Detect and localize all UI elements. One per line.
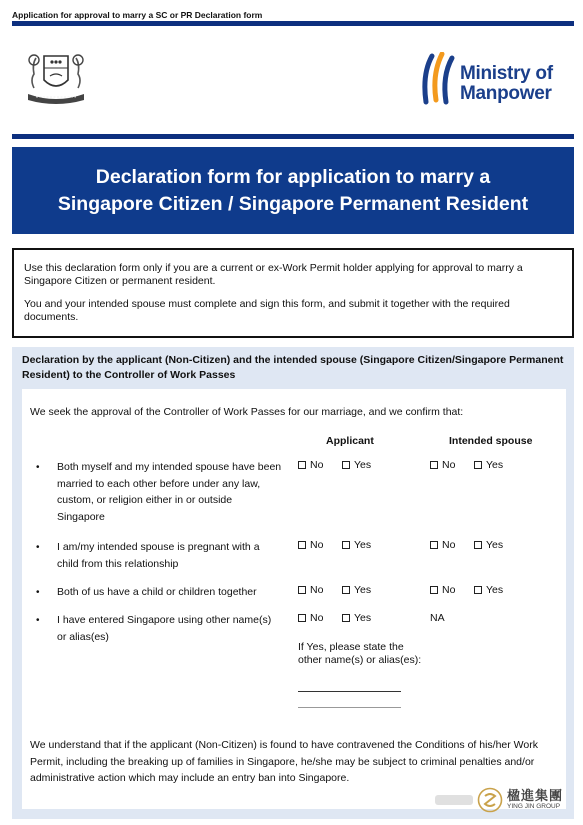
checkbox-icon <box>298 461 306 469</box>
q1-spouse-no-checkbox[interactable] <box>430 459 455 471</box>
declaration-closing-text: We understand that if the applicant (Non-Citizen) is found to have contravened the Conditions of his/her Work Permit, including the breaking up of families in Singapore, he/she may be subject to criminal penalties and/or administrative action which may include an entry ban into Singapore. <box>30 739 538 784</box>
watermark <box>435 781 575 819</box>
q3-spouse-no-checkbox[interactable] <box>430 584 455 596</box>
q3-spouse-yes-checkbox[interactable] <box>474 584 503 596</box>
checkbox-icon <box>342 586 350 594</box>
declaration-body <box>22 389 566 809</box>
declaration-heading: Declaration by the applicant (Non-Citizen) and the intended spouse (Singapore Citizen/Singapore Permanent Resident) to the Controller of Work Passes <box>22 354 564 381</box>
declaration-section <box>12 347 574 819</box>
checkbox-icon <box>430 461 438 469</box>
option-label: Yes <box>354 612 372 624</box>
checkbox-icon <box>342 614 350 622</box>
checkbox-icon <box>474 461 482 469</box>
checkbox-icon <box>342 541 350 549</box>
option-label: Yes <box>486 539 504 551</box>
mom-logo <box>420 50 570 110</box>
column-header-spouse: Intended spouse <box>449 435 533 447</box>
q1-applicant-no-checkbox[interactable] <box>298 459 323 471</box>
form-title-line1: Declaration form for application to marry a <box>95 165 491 188</box>
mom-line1: Ministry of <box>460 63 553 84</box>
option-label: No <box>310 612 324 624</box>
option-label: Yes <box>354 459 372 471</box>
option-label: No <box>310 459 324 471</box>
option-label: No <box>442 584 456 596</box>
checkbox-icon <box>298 541 306 549</box>
option-label: No <box>310 584 324 596</box>
checkbox-icon <box>474 541 482 549</box>
column-header-applicant: Applicant <box>326 435 374 447</box>
option-label: No <box>442 539 456 551</box>
q2-spouse-yes-checkbox[interactable] <box>474 539 503 551</box>
instructions-para1: Use this declaration form only if you are a current or ex-Work Permit holder applying for approval to marry a Singapore Citizen or permanent resident. <box>24 262 523 287</box>
form-title-line2: Singapore Citizen / Singapore Permanent Resident <box>57 192 529 215</box>
option-label: Yes <box>354 584 372 596</box>
checkbox-icon <box>474 586 482 594</box>
yingjin-seal-icon <box>477 787 503 813</box>
option-label: Yes <box>486 459 504 471</box>
watermark-cn: 楹進集團 <box>507 788 564 804</box>
question-4-text: I have entered Singapore using other name(s) or alias(es) <box>57 614 272 643</box>
q3-applicant-yes-checkbox[interactable] <box>342 584 371 596</box>
top-divider <box>12 21 574 26</box>
middle-divider <box>12 134 574 139</box>
q4-spouse-na: NA <box>430 612 445 624</box>
question-3-text: Both of us have a child or children together <box>57 586 257 598</box>
option-label: Yes <box>354 539 372 551</box>
checkbox-icon <box>430 586 438 594</box>
option-label: No <box>310 539 324 551</box>
watermark-en: YING JIN GROUP <box>507 803 561 811</box>
document-header-label: Application for approval to marry a SC or PR Declaration form <box>12 10 263 20</box>
alias-input-line-1[interactable] <box>298 691 401 692</box>
question-2-text: I am/my intended spouse is pregnant with a child from this relationship <box>57 541 260 570</box>
q2-applicant-yes-checkbox[interactable] <box>342 539 371 551</box>
q2-spouse-no-checkbox[interactable] <box>430 539 455 551</box>
bullet: • <box>36 587 40 598</box>
bullet: • <box>36 542 40 553</box>
q3-applicant-no-checkbox[interactable] <box>298 584 323 596</box>
bullet: • <box>36 462 40 473</box>
blurred-text <box>435 795 473 805</box>
checkbox-icon <box>298 614 306 622</box>
option-label: Yes <box>486 584 504 596</box>
watermark-text <box>507 789 563 811</box>
mom-line2: Manpower <box>460 83 552 104</box>
bullet: • <box>36 615 40 626</box>
instructions-para2: You and your intended spouse must complete and sign this form, and submit it together with the required documents. <box>24 298 510 323</box>
q4-applicant-yes-checkbox[interactable] <box>342 612 371 624</box>
alias-prompt: If Yes, please state the other name(s) or alias(es): <box>298 641 422 666</box>
option-label: No <box>442 459 456 471</box>
declaration-lead: We seek the approval of the Controller of Work Passes for our marriage, and we confirm that: <box>30 406 464 418</box>
q4-applicant-no-checkbox[interactable] <box>298 612 323 624</box>
q1-applicant-yes-checkbox[interactable] <box>342 459 371 471</box>
alias-input-line-2[interactable] <box>298 707 401 708</box>
singapore-crest-icon <box>22 50 90 106</box>
mom-logo-mark-icon <box>420 52 458 106</box>
checkbox-icon <box>298 586 306 594</box>
checkbox-icon <box>342 461 350 469</box>
instructions-box <box>12 248 574 338</box>
form-title-banner <box>12 147 574 234</box>
q2-applicant-no-checkbox[interactable] <box>298 539 323 551</box>
mom-logo-text <box>460 64 553 104</box>
q1-spouse-yes-checkbox[interactable] <box>474 459 503 471</box>
question-1-text: Both myself and my intended spouse have been married to each other before under any law, custom, or religion either in or outside Singapore <box>57 461 282 523</box>
checkbox-icon <box>430 541 438 549</box>
